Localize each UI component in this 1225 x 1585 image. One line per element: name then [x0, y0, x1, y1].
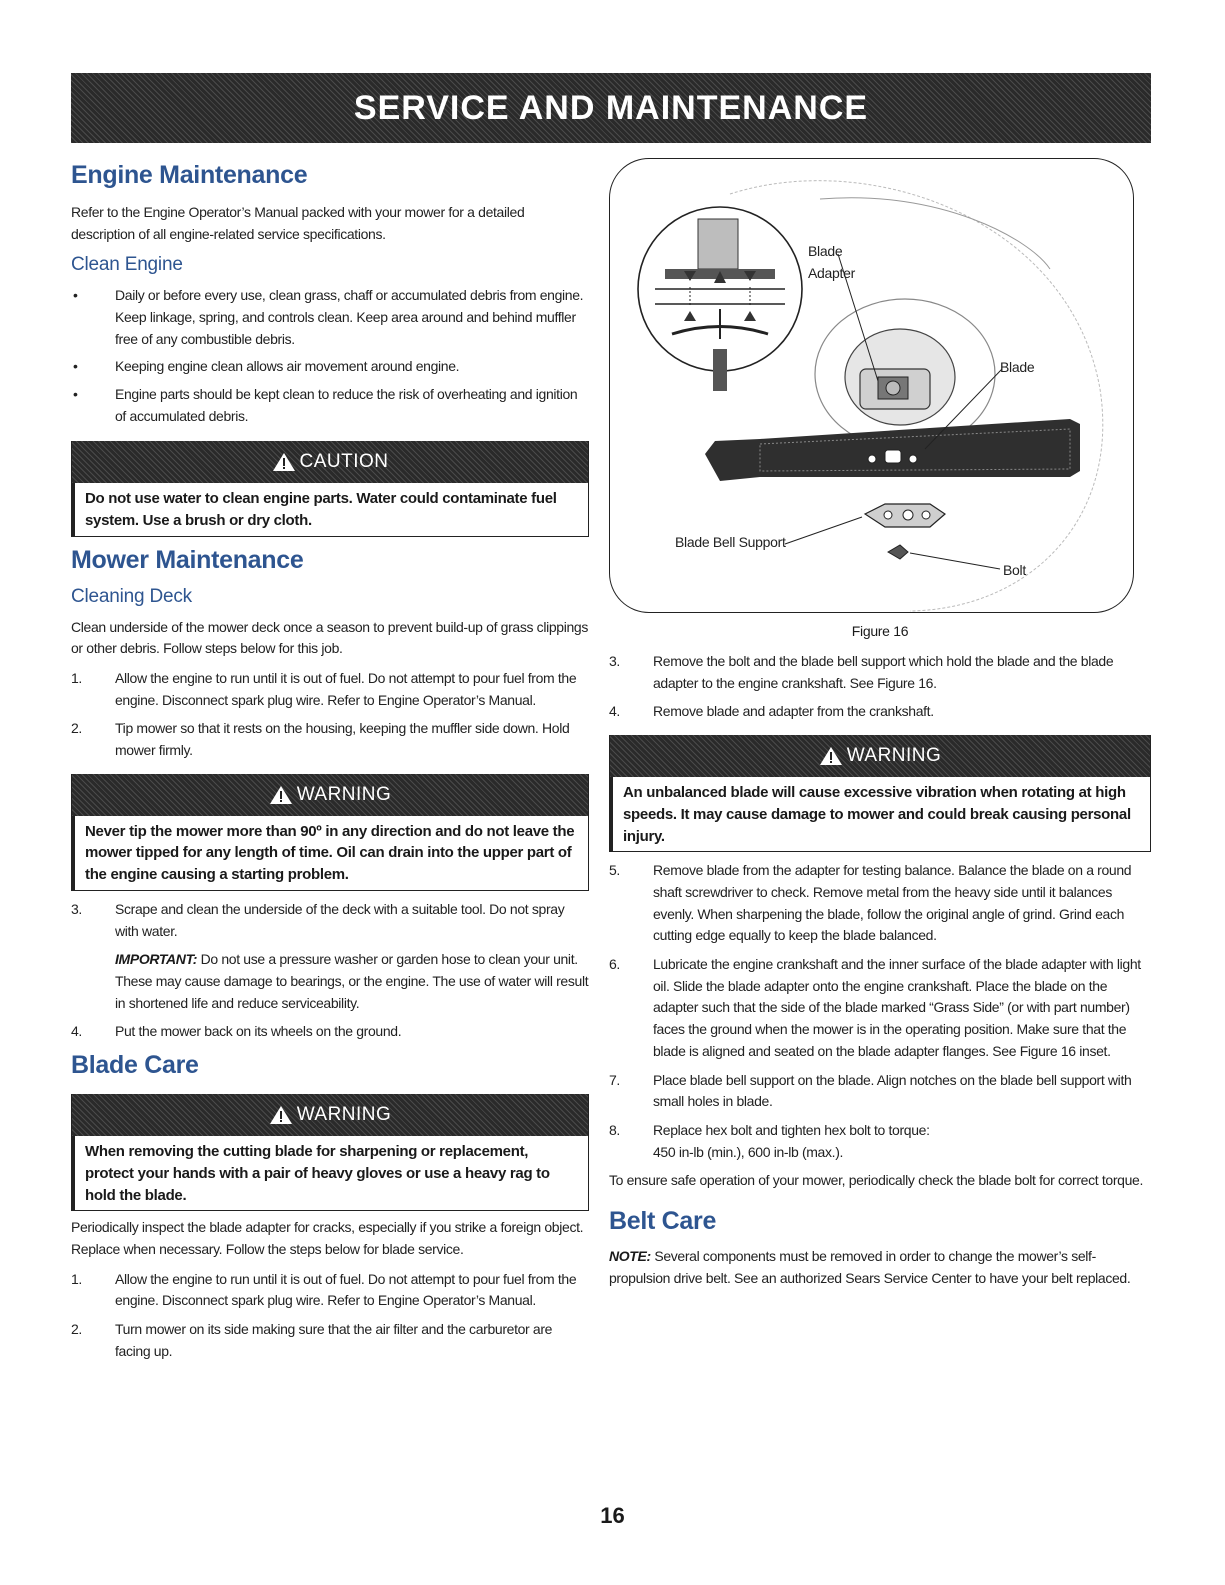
warning-text: An unbalanced blade will cause excessive vibration when rotating at high speeds. It may cause damage to mower and could break causing personal injury.: [610, 777, 1150, 851]
tip-warning-box: [71, 774, 589, 891]
list-item: 3. Scrape and clean the underside of the deck with a suitable tool. Do not spray with water. IMPORTANT: Do not use a pressure washer or garden hose to clean your unit. These may cause damage to bearings, or the engine. The use of water will result in shortened life and reduce serviceability.: [71, 899, 589, 1014]
cleaning-deck-steps: [71, 668, 589, 762]
list-item: 1. Allow the engine to run until it is out of fuel. Do not attempt to pour fuel from the engine. Disconnect spark plug wire. Refer to Engine Operator’s Manual.: [71, 1270, 577, 1309]
engine-maintenance-heading: Engine Maintenance: [71, 161, 308, 189]
label-blade-bell-support: Blade Bell Support: [675, 534, 786, 550]
belt-care-note: NOTE: Several components must be removed in order to change the mower’s self-propulsion drive belt. See an authorized Sears Service Center to have your belt replaced.: [609, 1247, 1131, 1286]
list-item: 4. Put the mower back on its wheels on the ground.: [71, 1023, 402, 1040]
list-item: 1. Allow the engine to run until it is out of fuel. Do not attempt to pour fuel from the engine. Disconnect spark plug wire. Refer to Engine Operator’s Manual.: [71, 669, 577, 708]
figure-16: [609, 158, 1134, 613]
warning-triangle-icon: [269, 1105, 293, 1125]
caution-box: [71, 441, 589, 537]
warning-title: WARNING: [296, 1104, 392, 1125]
blade-warning-box: [71, 1094, 589, 1211]
warning-header: [72, 1094, 588, 1136]
caution-title: CAUTION: [299, 451, 389, 473]
warning-text: When removing the cutting blade for sharpening or replacement, protect your hands with a pair of heavy gloves or use a heavy rag to hold the blade.: [72, 1136, 588, 1210]
right-column: [609, 150, 1151, 1289]
figure-caption: Figure 16: [851, 623, 909, 639]
label-blade-adapter: Blade Adapter: [808, 243, 855, 281]
list-item: 2. Tip mower so that it rests on the housing, keeping the muffler side down. Hold mower firmly.: [71, 720, 570, 758]
list-item: 3. Remove the bolt and the blade bell support which hold the blade and the blade adapter to the engine crankshaft. See Figure 16.: [609, 653, 1114, 691]
warning-header: [610, 735, 1150, 777]
warning-triangle-icon: [819, 746, 843, 766]
belt-care-heading: Belt Care: [609, 1206, 717, 1235]
clean-engine-heading: Clean Engine: [71, 254, 183, 276]
blade-care-intro: Periodically inspect the blade adapter for cracks, especially if you strike a foreign object. Replace when necessary. Follow the steps below for blade service.: [71, 1219, 584, 1257]
engine-maintenance-intro: Refer to the Engine Operator’s Manual packed with your mower for a detailed description of all engine-related service specifications.: [71, 204, 525, 242]
list-item: • Engine parts should be kept clean to reduce the risk of overheating and ignition of accumulated debris.: [73, 385, 578, 424]
cleaning-deck-steps-continued: [71, 899, 589, 1043]
banner-title: SERVICE AND MAINTENANCE: [353, 88, 869, 127]
blade-steps-b: [609, 860, 1151, 1163]
warning-title: WARNING: [846, 745, 942, 767]
list-item: 6. Lubricate the engine crankshaft and the inner surface of the blade adapter with light oil. Slide the blade adapter onto the engine crankshaft. Place the blade on the adapter such that the side of the blade marked “Grass Side” (or with part number) faces the ground when the mower is in the operating position. Make sure that the blade is aligned and seated on the blade adapter flanges. See Figure 16 inset.: [609, 956, 1141, 1059]
list-item: • Daily or before every use, clean grass, chaff or accumulated debris from engine. Keep linkage, spring, and controls clean. Keep area around and behind muffler free of any combustible debris.: [73, 287, 584, 347]
important-note: IMPORTANT: Do not use a pressure washer or garden hose to clean your unit. These may cause damage to bearings, or the engine. The use of water will result in shortened life and reduce serviceability.: [115, 951, 589, 1011]
unbalanced-warning-box: [609, 735, 1151, 852]
caution-header: [72, 441, 588, 483]
left-column: [71, 150, 589, 1369]
blade-steps-a: [609, 651, 1151, 723]
torque-note: To ensure safe operation of your mower, periodically check the blade bolt for correct torque.: [609, 1172, 1143, 1189]
list-item: 2. Turn mower on its side making sure that the air filter and the carburetor are facing up.: [71, 1321, 553, 1359]
warning-triangle-icon: [272, 452, 296, 472]
cleaning-deck-heading: Cleaning Deck: [71, 585, 192, 607]
page-number: 16: [600, 1503, 625, 1528]
list-item: 8. Replace hex bolt and tighten hex bolt to torque: 450 in-lb (min.), 600 in-lb (max.).: [609, 1120, 1151, 1163]
warning-text: Never tip the mower more than 90º in any direction and do not leave the mower tipped for any length of time. Oil can drain into the upper part of the engine causing a starting problem.: [72, 816, 588, 890]
warning-title: WARNING: [296, 783, 392, 805]
list-item: • Keeping engine clean allows air movement around engine.: [73, 358, 460, 375]
list-item: 5. Remove blade from the adapter for testing balance. Balance the blade on a round shaft screwdriver to check. Remove metal from the heavy side until it balances evenly. When sharpening the blade, follow the original angle of grind. Grind each cutting edge equally to keep the blade balanced.: [609, 862, 1132, 944]
list-item: 4. Remove blade and adapter from the crankshaft.: [609, 703, 934, 720]
label-bolt: Bolt: [1003, 562, 1026, 578]
list-item: 7. Place blade bell support on the blade. Align notches on the blade bell support with small holes in blade.: [609, 1071, 1132, 1110]
clean-engine-list: [71, 285, 589, 427]
blade-care-heading: Blade Care: [71, 1051, 199, 1079]
section-banner: [71, 73, 1151, 143]
mower-maintenance-heading: Mower Maintenance: [71, 545, 304, 574]
warning-header: [72, 774, 588, 816]
torque-values: 450 in-lb (min.), 600 in-lb (max.).: [653, 1143, 844, 1160]
caution-text: Do not use water to clean engine parts. Water could contaminate fuel system. Use a brush or dry cloth.: [72, 483, 588, 536]
blade-care-steps: [71, 1269, 589, 1363]
cleaning-deck-intro: Clean underside of the mower deck once a season to prevent build-up of grass clippings or other debris. Follow steps below for this job.: [71, 618, 589, 657]
label-blade: Blade: [1000, 359, 1035, 375]
warning-triangle-icon: [269, 785, 293, 805]
